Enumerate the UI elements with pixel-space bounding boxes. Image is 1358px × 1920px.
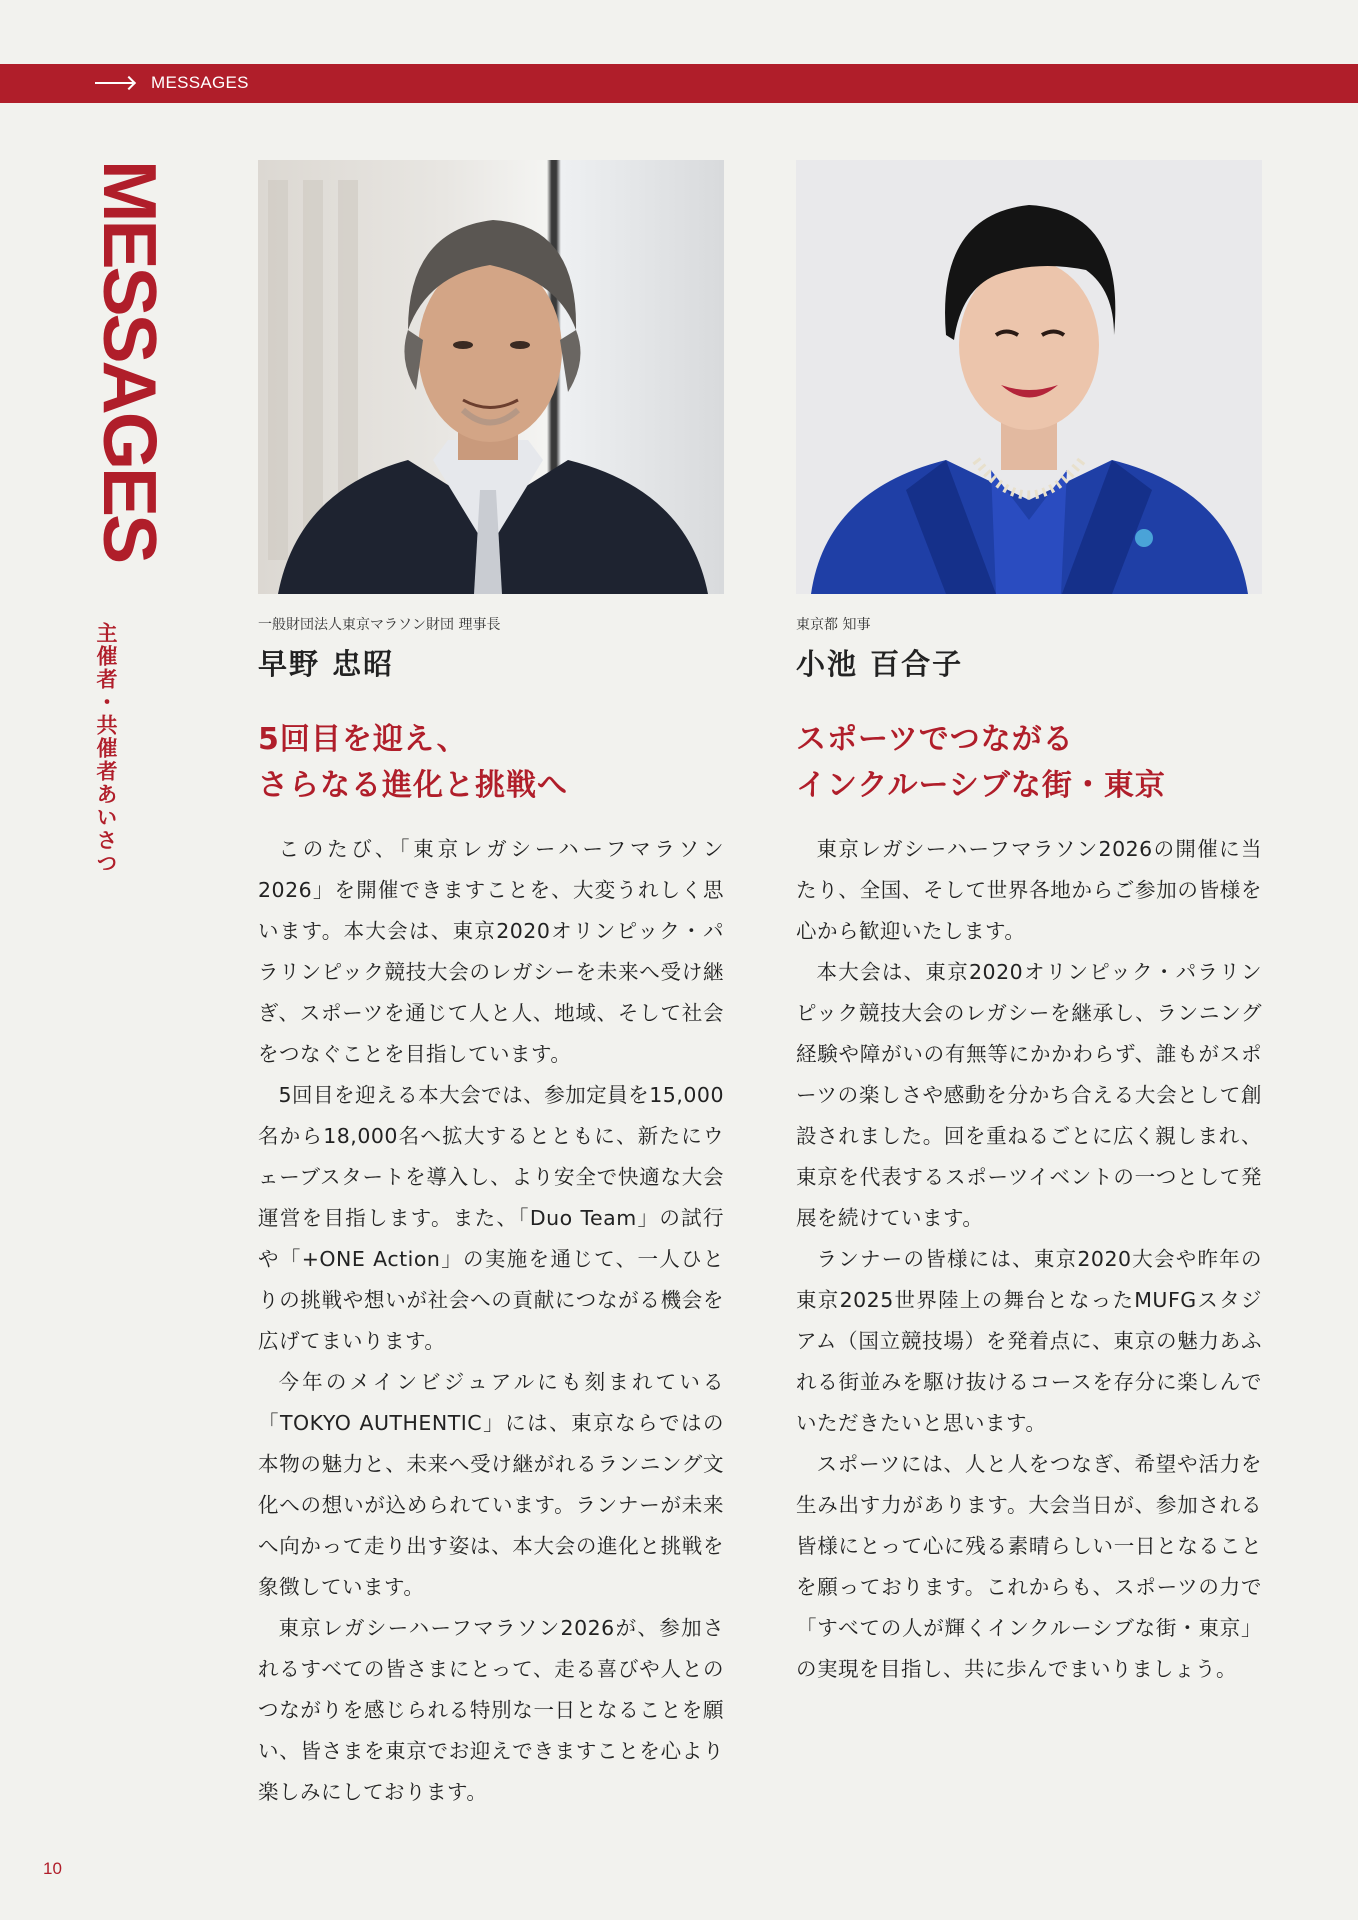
message-headline — [796, 717, 1262, 809]
portrait-photo-koike — [796, 160, 1262, 594]
role-label: 一般財団法人東京マラソン財団 理事長 — [258, 617, 501, 633]
portrait-illustration — [796, 160, 1262, 594]
body-paragraph: 本大会は、東京2020オリンピック・パラリンピック競技大会のレガシーを継承し、ランニング経験や障がいの有無等にかかわらず、誰もがスポーツの楽しさや感動を分かち合える大会として創設されました。回を重ねるごとに広く親しまれ、東京を代表するスポーツイベントの一つとして発展を続けています。 — [796, 960, 1262, 1230]
body-paragraph: 5回目を迎える本大会では、参加定員を15,000名から18,000名へ拡大するとともに、新たにウェーブスタートを導入し、より安全で快適な大会運営を目指します。また、「Duo Team」の試行や「+ONE Action」の実施を通じて、一人ひとりの挑戦や想いが社会への貢献につながる機会を広げてまいります。 — [258, 1083, 724, 1353]
headline-line-1: 5回目を迎え、 — [258, 722, 468, 757]
message-headline — [258, 717, 724, 809]
body-paragraph: ランナーの皆様には、東京2020大会や昨年の東京2025世界陸上の舞台となったMUFGスタジアム（国立競技場）を発着点に、東京の魅力あふれる街並みを駆け抜けるコースを存分に楽しんでいただきたいと思います。 — [796, 1247, 1262, 1435]
section-label: MESSAGES — [151, 73, 249, 92]
person-name: 早野 忠昭 — [258, 647, 395, 681]
headline-line-2: さらなる進化と挑戦へ — [258, 768, 568, 803]
section-header-bar — [0, 64, 1358, 103]
body-paragraph: 東京レガシーハーフマラソン2026の開催に当たり、全国、そして世界各地からご参加の皆様を心から歓迎いたします。 — [796, 837, 1262, 943]
headline-line-1: スポーツでつながる — [796, 722, 1074, 757]
body-paragraph: 東京レガシーハーフマラソン2026が、参加されるすべての皆さまにとって、走る喜びや人とのつながりを感じられる特別な一日となることを願い、皆さまを東京でお迎えできますことを心より楽しみにしております。 — [258, 1616, 724, 1804]
message-column-right — [796, 160, 1262, 1690]
side-title: MESSAGES — [88, 160, 172, 562]
page-number: 10 — [43, 1859, 62, 1878]
message-column-left — [258, 160, 724, 1813]
side-subtitle: 主催者・共催者あいさつ — [94, 622, 118, 875]
role-label: 東京都 知事 — [796, 617, 871, 633]
body-paragraph: 今年のメインビジュアルにも刻まれている「TOKYO AUTHENTIC」には、東京ならではの本物の魅力と、未来へ受け継がれるランニング文化への想いが込められています。ランナーが未来へ向かって走り出す姿は、本大会の進化と挑戦を象徴しています。 — [258, 1370, 724, 1599]
message-body — [796, 829, 1262, 1690]
arrow-right-icon — [95, 82, 133, 84]
portrait-illustration — [258, 160, 724, 594]
body-paragraph: このたび、「東京レガシーハーフマラソン2026」を開催できますことを、大変うれしく思います。本大会は、東京2020オリンピック・パラリンピック競技大会のレガシーを未来へ受け継ぎ、スポーツを通じて人と人、地域、そして社会をつなぐことを目指しています。 — [258, 837, 724, 1066]
body-paragraph: スポーツには、人と人をつなぎ、希望や活力を生み出す力があります。大会当日が、参加される皆様にとって心に残る素晴らしい一日となることを願っております。これからも、スポーツの力で「すべての人が輝くインクルーシブな街・東京」の実現を目指し、共に歩んでまいりましょう。 — [796, 1452, 1262, 1681]
portrait-photo-hayano — [258, 160, 724, 594]
person-name: 小池 百合子 — [796, 647, 964, 681]
message-body — [258, 829, 724, 1813]
headline-line-2: インクルーシブな街・東京 — [796, 768, 1166, 803]
